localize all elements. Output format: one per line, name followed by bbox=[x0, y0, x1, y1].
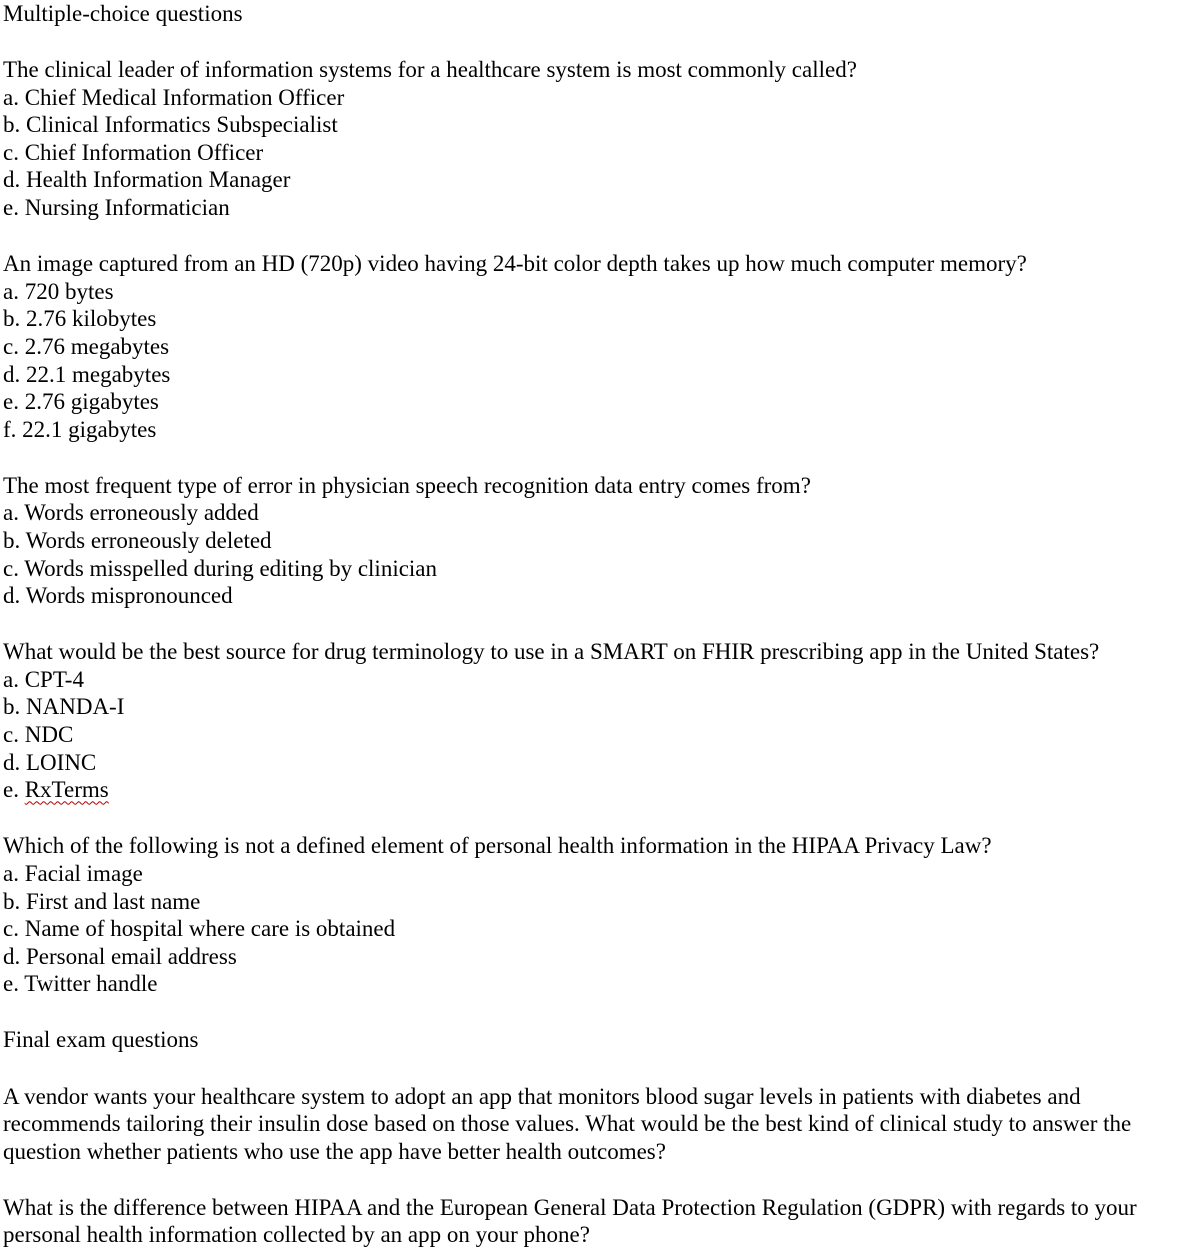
option-prefix: b. bbox=[3, 528, 26, 553]
option-prefix: a. bbox=[3, 278, 25, 304]
option-prefix: f. bbox=[3, 416, 23, 442]
option-text: Personal email address bbox=[26, 943, 237, 969]
option-text: Words erroneously deleted bbox=[25, 528, 272, 553]
question-block bbox=[3, 832, 1197, 998]
option-text: LOINC bbox=[26, 749, 97, 775]
spacer bbox=[3, 610, 1197, 639]
question-text: The most frequent type of error in physician speech recognition data entry comes from? bbox=[3, 472, 811, 498]
option-prefix: c. bbox=[3, 722, 25, 748]
option-text: Words misspelled during editing by clinician bbox=[24, 555, 438, 581]
spacer bbox=[3, 998, 1197, 1027]
question-text: Which of the following is not a defined element of personal health information in the HIPAA Privacy Law? bbox=[3, 833, 992, 859]
question-block bbox=[3, 472, 1197, 610]
answer-option bbox=[3, 749, 1197, 777]
answer-option bbox=[3, 278, 1197, 306]
option-prefix: a. bbox=[3, 500, 25, 526]
section-heading: Multiple-choice questions bbox=[3, 1, 243, 26]
option-text: First and last name bbox=[26, 888, 201, 914]
option-text: 2.76 gigabytes bbox=[24, 389, 159, 415]
option-text: 2.76 megabytes bbox=[24, 333, 170, 359]
option-prefix: c. bbox=[3, 555, 25, 581]
answer-option bbox=[3, 666, 1197, 694]
option-prefix: d. bbox=[3, 583, 26, 609]
option-text: Twitter handle bbox=[24, 971, 158, 997]
option-prefix: e. bbox=[3, 971, 25, 997]
spacer bbox=[3, 1165, 1197, 1194]
option-text: Words erroneously added bbox=[24, 500, 259, 526]
question-text: The clinical leader of information systems for a healthcare system is most commonly called? bbox=[3, 57, 857, 83]
option-prefix: a. bbox=[3, 860, 25, 886]
option-prefix: c. bbox=[3, 139, 25, 165]
answer-option bbox=[3, 693, 1197, 721]
section-heading: Final exam questions bbox=[3, 1027, 199, 1053]
misspelled-word[interactable]: RxTerms bbox=[24, 777, 109, 803]
spacer bbox=[3, 28, 1197, 57]
spacer bbox=[3, 1054, 1197, 1083]
answer-option bbox=[3, 721, 1197, 749]
answer-option bbox=[3, 388, 1197, 416]
answer-option bbox=[3, 305, 1197, 333]
question-text: What is the difference between HIPAA and the European General Data Protection Regulation (GDPR) with regards to your personal health information collected by an app on your phone? bbox=[3, 1194, 1137, 1248]
question-text: An image captured from an HD (720p) video having 24-bit color depth takes up how much computer memory? bbox=[3, 251, 1027, 277]
question-block bbox=[3, 56, 1197, 222]
answer-option bbox=[3, 970, 1197, 998]
question-block bbox=[3, 638, 1197, 804]
option-prefix: d. bbox=[3, 361, 26, 387]
option-prefix: e. bbox=[3, 195, 25, 221]
answer-option bbox=[3, 888, 1197, 916]
option-prefix: e. bbox=[3, 389, 25, 415]
answer-option bbox=[3, 416, 1197, 444]
document-body bbox=[3, 0, 1197, 1249]
question-text: A vendor wants your healthcare system to adopt an app that monitors blood sugar levels in patients with diabetes and recommends tailoring their insulin dose based on those values. What would be the best kind of clinical study to answer the question whether patients who use the app have better health outcomes? bbox=[3, 1083, 1132, 1164]
option-prefix: c. bbox=[3, 333, 25, 359]
answer-option bbox=[3, 139, 1197, 167]
option-text: Clinical Informatics Subspecialist bbox=[26, 112, 338, 138]
option-text: CPT-4 bbox=[24, 666, 84, 692]
answer-option bbox=[3, 582, 1197, 610]
option-text: 2.76 kilobytes bbox=[26, 306, 157, 332]
spacer bbox=[3, 222, 1197, 251]
option-prefix: b. bbox=[3, 888, 26, 914]
option-prefix: b. bbox=[3, 112, 26, 138]
option-text: 22.1 megabytes bbox=[26, 361, 171, 387]
answer-option bbox=[3, 527, 1197, 555]
option-prefix: d. bbox=[3, 167, 26, 193]
option-text: Chief Medical Information Officer bbox=[24, 84, 345, 110]
spacer bbox=[3, 443, 1197, 472]
answer-option bbox=[3, 111, 1197, 139]
option-prefix: c. bbox=[3, 916, 25, 942]
option-prefix: b. bbox=[3, 306, 26, 332]
option-text: Nursing Informatician bbox=[24, 195, 230, 221]
option-text: 22.1 gigabytes bbox=[22, 416, 157, 442]
spacer bbox=[3, 804, 1197, 833]
answer-option bbox=[3, 555, 1197, 583]
option-text: Words mispronounced bbox=[25, 583, 233, 609]
answer-option bbox=[3, 915, 1197, 943]
question-text: What would be the best source for drug terminology to use in a SMART on FHIR prescribing app in the United States? bbox=[3, 639, 1100, 665]
option-text: NDC bbox=[24, 722, 74, 748]
option-prefix: d. bbox=[3, 943, 26, 969]
option-text: Chief Information Officer bbox=[24, 139, 264, 165]
option-prefix: b. bbox=[3, 694, 26, 720]
answer-option bbox=[3, 776, 1197, 804]
option-text: NANDA-I bbox=[26, 694, 125, 720]
answer-option bbox=[3, 333, 1197, 361]
option-prefix: a. bbox=[3, 84, 25, 110]
answer-option bbox=[3, 860, 1197, 888]
answer-option bbox=[3, 166, 1197, 194]
option-text: Name of hospital where care is obtained bbox=[24, 916, 396, 942]
option-text: 720 bytes bbox=[24, 278, 114, 304]
question-block bbox=[3, 1083, 1197, 1166]
answer-option bbox=[3, 84, 1197, 112]
answer-option bbox=[3, 361, 1197, 389]
option-text: Health Information Manager bbox=[26, 167, 291, 193]
answer-option bbox=[3, 499, 1197, 527]
question-block bbox=[3, 1194, 1197, 1249]
option-prefix: a. bbox=[3, 666, 25, 692]
answer-option bbox=[3, 194, 1197, 222]
option-prefix: d. bbox=[3, 749, 26, 775]
option-prefix: e. bbox=[3, 777, 25, 803]
question-block bbox=[3, 250, 1197, 443]
option-text: Facial image bbox=[24, 860, 143, 886]
answer-option bbox=[3, 943, 1197, 971]
